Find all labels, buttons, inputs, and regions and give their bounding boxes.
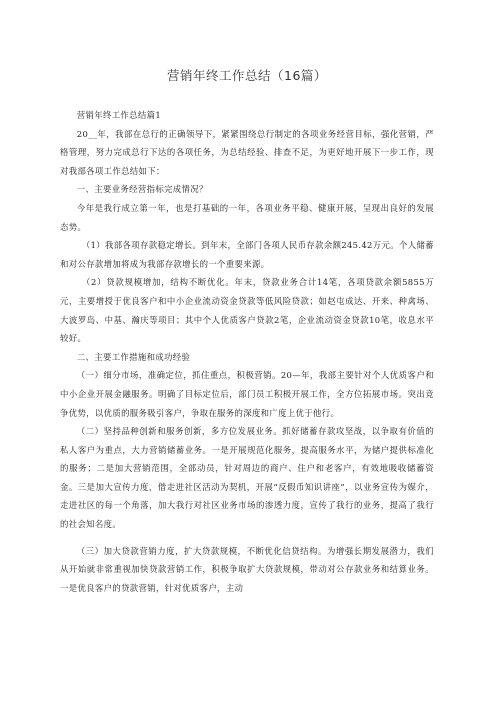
document-title: 营销年终工作总结（16篇）: [167, 68, 327, 83]
paragraph: （1）我部各项存款稳定增长。到年末，全部门各项人民币存款余额245.42万元。个人储蓄和对公存款增加将成为我部存款增长的一个重要来源。: [60, 240, 434, 269]
section-heading: 二、主要工作措施和成功经验: [76, 351, 191, 362]
paragraph: 今年是我行成立第一年，也是打基础的一年，各项业务平稳、健康开展，呈现出良好的发展态势。: [60, 202, 434, 232]
paragraph: 20__年，我部在总行的正确领导下，紧紧围绕总行制定的各项业务经营目标，强化营销，严格管理，努力完成总行下达的各项任务，为总结经验、排查不足，为更好地开展下一步工作，现对我部各项工作总结如下：: [60, 128, 434, 176]
section-heading: 营销年终工作总结篇1: [76, 110, 161, 120]
paragraph: （三）加大贷款营销力度，扩大贷款规模，不断优化信贷结构。为增强长期发展潜力，我们从开始就非常重视加快贷款营销工作，积极争取扩大贷款规模，带动对公存款业务和结算业务。一是优良客户的贷款营销，针对优质客户，主动: [60, 545, 434, 593]
paragraph: （二）坚持品种创新和服务创新，多方位发展业务。抓好储蓄存款攻坚战，以争取有价值的私人客户为重点，大力营销储蓄业务。一是开展规范化服务，提高服务水平，为储户提供标准化的服务；二是加大营销范围，全部动员，针对周边的商户、住户和老客户，有效地吸收储蓄资金。三是加大宣传力度，借走进社区活动为契机，开展“反假币知识讲座”，以业务宣传为媒介，走进社区的每一个角落，加大我行对社区业务市场的渗透力度，宣传了我行的业务，提高了我行的社会知名度。: [60, 426, 434, 530]
paragraph: （一）细分市场，准确定位，抓住重点，积极营销。20—年，我部主要针对个人优质客户和中小企业开展金融服务。明确了目标定位后，部门员工积极开展工作，全方位拓展市场。突出竞争优势，以优质的服务吸引客户，争取在服务的深度和广度上优于他行。: [60, 370, 434, 418]
paragraph: （2）贷款规模增加，结构不断优化。年末，贷款业务合计14笔，各项贷款余额5855万元，主要增授于优良客户和中小企业流动资金贷款等低风险贷款；如赵屯成达、开来、种禽场、大波罗岛、中基、瀚庆等项目；其中个人优质客户贷款2笔，企业流动资金贷款10笔，收息水平较好。: [60, 277, 434, 344]
section-heading: 一、主要业务经营指标完成情况？: [76, 184, 208, 195]
